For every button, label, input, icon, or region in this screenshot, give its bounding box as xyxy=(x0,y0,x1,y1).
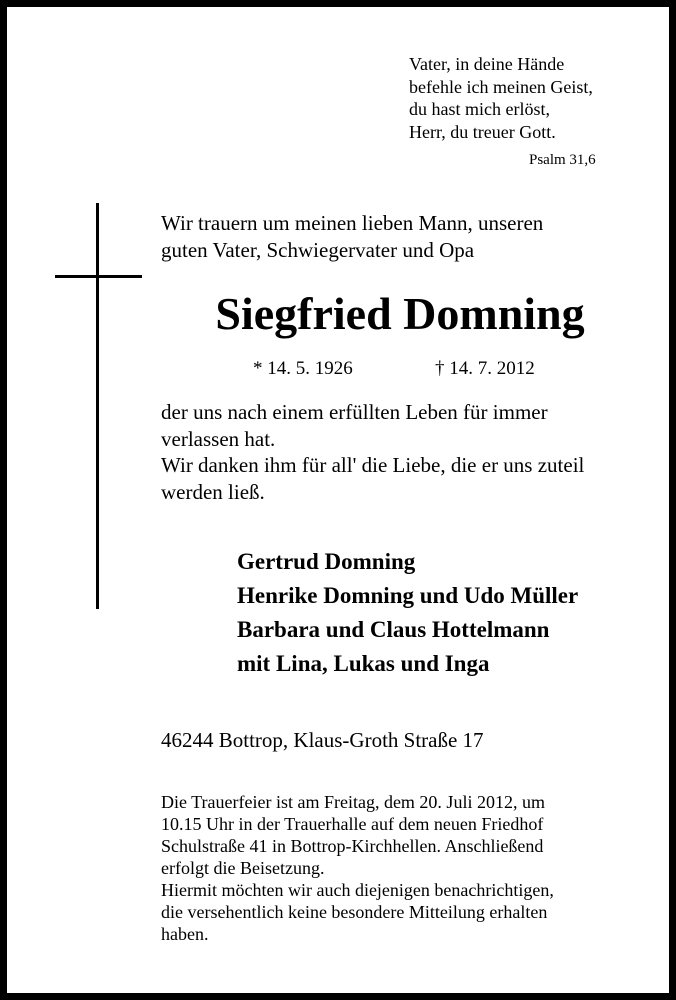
verse-reference: Psalm 31,6 xyxy=(529,152,596,168)
death-date: † 14. 7. 2012 xyxy=(435,358,535,379)
mourner-name: mit Lina, Lukas und Inga xyxy=(237,651,490,676)
intro-text: Wir trauern um meinen lieben Mann, unseren guten Vater, Schwiegervater und Opa xyxy=(161,211,544,262)
mourner-name: Henrike Domning und Udo Müller xyxy=(237,583,579,608)
cross-icon-vertical-bar xyxy=(96,203,99,609)
birth-date: * 14. 5. 1926 xyxy=(253,358,353,379)
bible-verse: Vater, in deine Hände befehle ich meinen Geist, du hast mich erlöst, Herr, du treuer Gott. xyxy=(409,54,593,142)
family-address: 46244 Bottrop, Klaus-Groth Straße 17 xyxy=(161,728,484,752)
mourner-name: Barbara und Claus Hottelmann xyxy=(237,617,550,642)
mourners-list xyxy=(237,545,578,681)
memorial-text: der uns nach einem erfüllten Leben für immer verlassen hat. Wir danken ihm für all' die Liebe, die er uns zuteil werden ließ. xyxy=(161,400,585,504)
funeral-ceremony-info: Die Trauerfeier ist am Freitag, dem 20. Juli 2012, um 10.15 Uhr in der Trauerhalle auf dem neuen Friedhof Schulstraße 41 in Bottrop-Kirchhellen. Anschließend erfolgt die Beisetzung. Hiermit möchten wir auch diejenigen benachrichtigen, die versehentlich keine besondere Mitteilung erhalten haben. xyxy=(161,792,554,944)
mourner-name: Gertrud Domning xyxy=(237,549,416,574)
deceased-name: Siegfried Domning xyxy=(215,288,585,339)
cross-icon-horizontal-bar xyxy=(55,275,142,278)
